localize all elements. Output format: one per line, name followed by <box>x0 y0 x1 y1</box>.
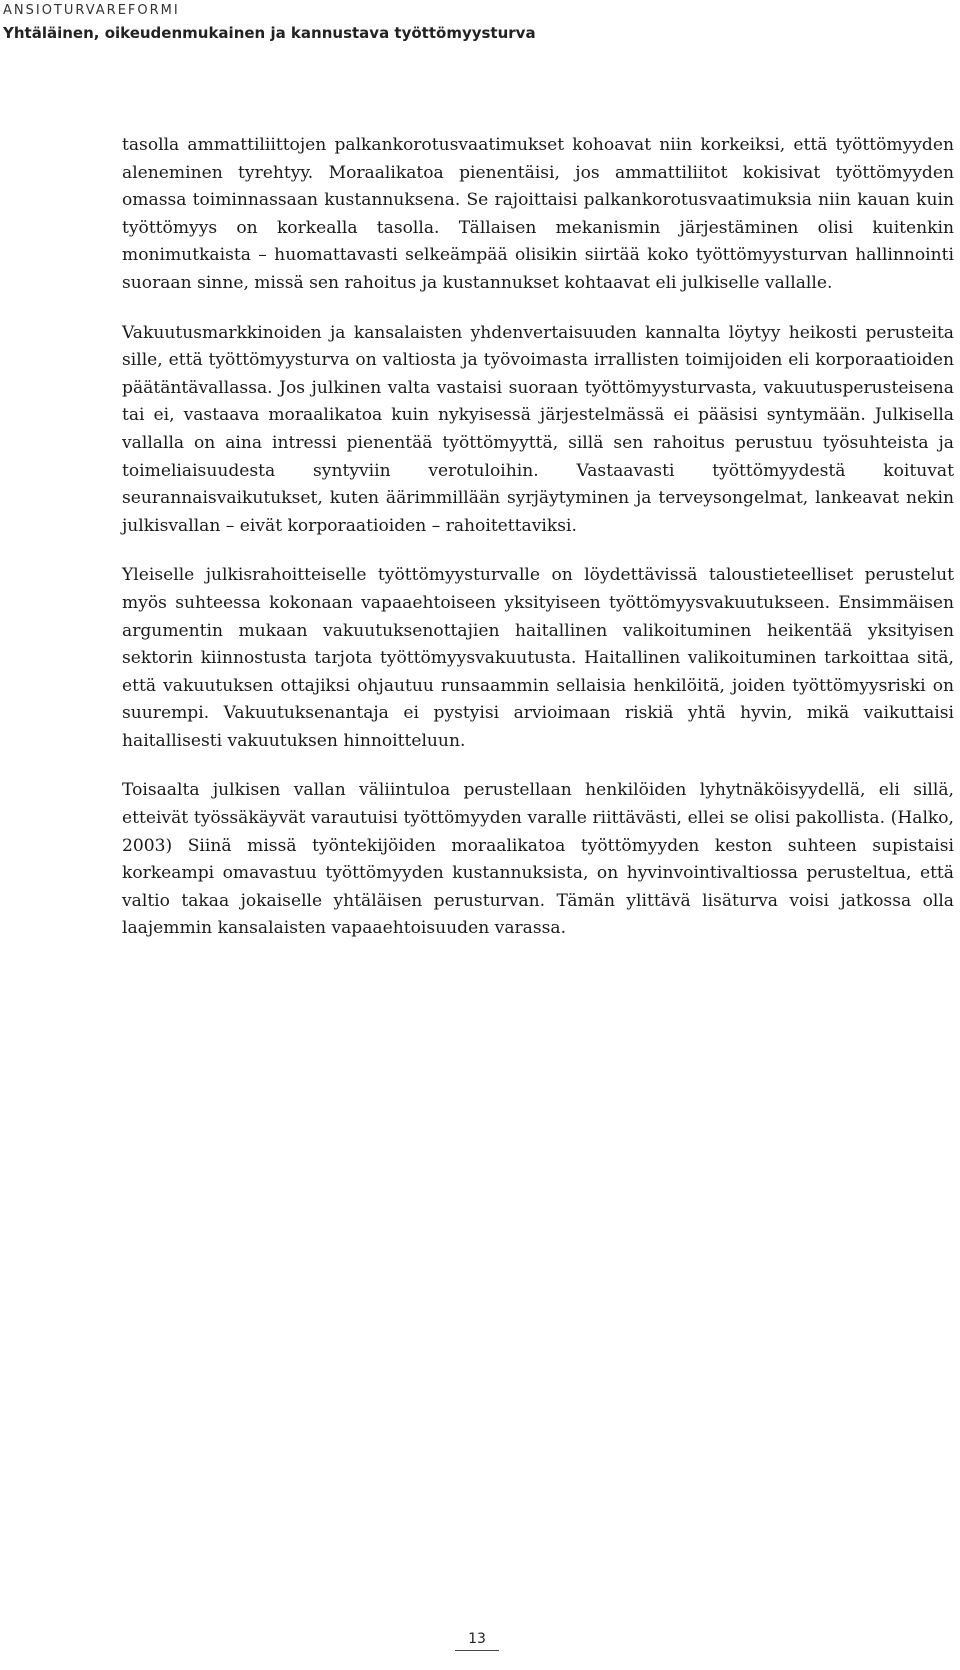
paragraph: Toisaalta julkisen vallan väliintuloa perustellaan henkilöiden lyhytnäköisyydellä, eli sillä, etteivät työssäkäyvät varautuisi työttömyyden varalle riittävästi, ellei se olisi pakollista. (Halko, 2003) Siinä missä työntekijöiden moraalikatoa työttömyyden keston suhteen supistaisi korkeampi omavastuu työttömyyden kustannuksista, on hyvinvointivaltiossa perusteltua, että valtio takaa jokaiselle yhtäläisen perusturvan. Tämän ylittävä lisäturva voisi jatkossa olla laajemmin kansalaisten vapaaehtoisuuden varassa. <box>122 780 954 939</box>
paragraph: Vakuutusmarkkinoiden ja kansalaisten yhdenvertaisuuden kannalta löytyy heikosti perusteita sille, että työttömyysturva on valtiosta ja työvoimasta irrallisten toimijoiden eli korporaatioiden päätäntävallassa. Jos julkinen valta vastaisi suoraan työttömyysturvasta, vakuutusperusteisena tai ei, vastaava moraalikatoa kuin nykyisessä järjestelmässä ei pääsisi syntymään. Julkisella vallalla on aina intressi pienentää työttömyyttä, sillä sen rahoitus perustuu työsuhteista ja toimeliaisuudesta syntyviin verotuloihin. Vastaavasti työttömyydestä koituvat seurannaisvaikutukset, kuten äärimmillään syrjäytyminen ja terveysongelmat, lankeavat nekin julkisvallan – eivät korporaatioiden – rahoitettaviksi. <box>122 322 954 536</box>
running-header <box>3 2 903 43</box>
footer-rule <box>455 1650 499 1651</box>
paragraph: Yleiselle julkisrahoitteiselle työttömyysturvalle on löydettävissä taloustieteelliset perustelut myös suhteessa kokonaan vapaaehtoiseen yksityiseen työttömyysvakuutukseen. Ensimmäisen argumentin mukaan vakuutuksenottajien haitallinen valikoituminen heikentää yksityisen sektorin kiinnostusta tarjota työttömyysvakuutusta. Haitallinen valikoituminen tarkoittaa sitä, että vakuutuksen ottajiksi ohjautuu runsaammin sellaisia henkilöitä, joiden työttömyysriski on suurempi. Vakuutuksenantaja ei pystyisi arvioimaan riskiä yhtä hyvin, mikä vaikuttaisi haitallisesti vakuutuksen hinnoitteluun. <box>122 565 954 751</box>
header-kicker: ANSIOTURVAREFORMI <box>3 3 180 18</box>
paragraph: tasolla ammattiliittojen palkankorotusvaatimukset kohoavat niin korkeiksi, että työttömyyden aleneminen tyrehtyy. Moraalikatoa pienentäisi, jos ammattiliitot kokisivat työttömyyden omassa toiminnassaan kustannuksena. Se rajoittaisi palkankorotusvaatimuksia niin kauan kuin työttömyys on korkealla tasolla. Tällaisen mekanismin järjestäminen olisi kuitenkin monimutkaista – huomattavasti selkeämpää olisikin siirtää koko työttömyysturvan hallinnointi suoraan sinne, missä sen rahoitus ja kustannukset kohtaavat eli julkiselle vallalle. <box>122 135 954 293</box>
page-footer <box>455 1630 499 1651</box>
body-text <box>122 132 954 965</box>
header-title: Yhtäläinen, oikeudenmukainen ja kannustava työttömyysturva <box>3 24 536 42</box>
page-number: 13 <box>468 1631 486 1647</box>
